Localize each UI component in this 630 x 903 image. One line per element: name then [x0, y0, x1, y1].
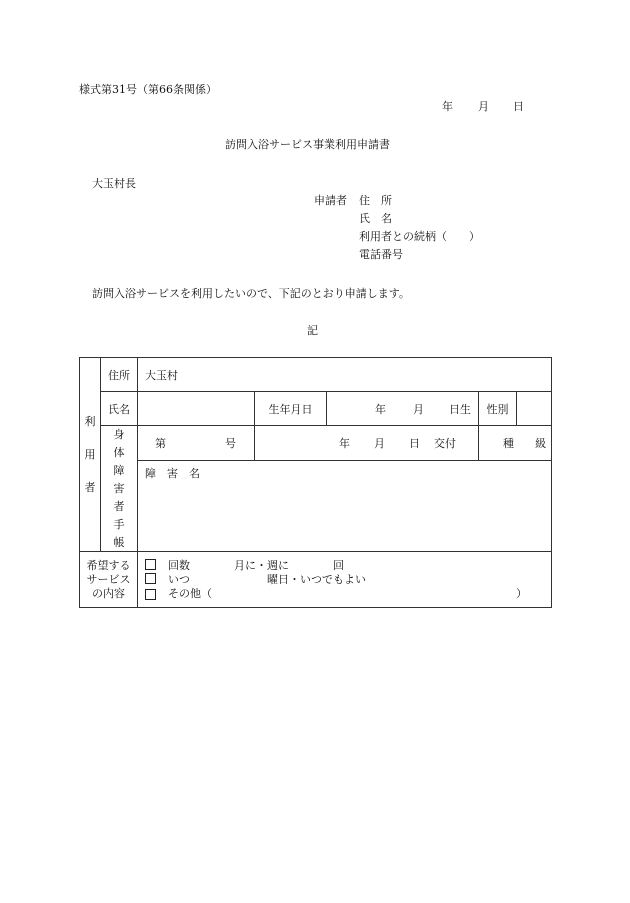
issue-day-label: 日: [409, 436, 420, 450]
issue-date-field: [255, 426, 479, 461]
disability-name-field: [138, 460, 552, 551]
name-value: [138, 392, 255, 426]
issue-month-label: 月: [374, 436, 385, 450]
applicant-label: 申請者: [314, 194, 347, 207]
applicant-address-label: 住 所: [359, 194, 392, 207]
birth-label: 生年月日: [255, 392, 327, 426]
form-number: 様式第31号（第66条関係）: [79, 83, 217, 96]
handbook-no-prefix: 第: [155, 436, 166, 450]
applicant-relation-label: 利用者との続柄（ ）: [359, 230, 480, 243]
name-label: 氏名: [101, 392, 138, 426]
address-label: 住所: [101, 358, 138, 392]
grade-field: [479, 426, 552, 461]
ki-heading: 記: [307, 324, 318, 337]
document-title: 訪問入浴サービス事業利用申請書: [225, 138, 390, 151]
handbook-label: 身 体 障 害 者 手 帳: [101, 426, 138, 552]
applicant-name-label: 氏 名: [359, 212, 392, 225]
applicant-phone-label: 電話番号: [359, 248, 403, 261]
option-other[interactable]: その他（ ）: [145, 587, 551, 601]
date-month-label: 月: [478, 100, 489, 113]
option-frequency[interactable]: 回数 月に・週に 回: [145, 559, 551, 573]
checkbox-frequency[interactable]: [145, 559, 156, 570]
sex-value: [517, 392, 552, 426]
handbook-number-field: [138, 426, 255, 461]
birth-day-label: 日生: [449, 402, 471, 416]
sex-label: 性別: [479, 392, 517, 426]
request-statement: 訪問入浴サービスを利用したいので、下記のとおり申請します。: [92, 287, 410, 300]
date-day-label: 日: [513, 100, 524, 113]
desired-service-options: [138, 552, 552, 608]
birth-month-label: 月: [413, 402, 424, 416]
checkbox-when[interactable]: [145, 573, 156, 584]
grade-level-label: 級: [535, 436, 547, 450]
application-table: [79, 357, 552, 608]
checkbox-other[interactable]: [145, 589, 156, 600]
issue-year-label: 年: [339, 436, 350, 450]
user-section-label: 利 用 者: [80, 358, 101, 552]
handbook-no-suffix: 号: [225, 436, 236, 450]
birth-date-field: [327, 392, 479, 426]
grade-kind-label: 種: [503, 436, 514, 450]
issue-label: 交付: [434, 436, 456, 450]
addressee: 大玉村長: [92, 177, 136, 190]
desired-service-label: 希望する サービス の内容: [80, 552, 138, 608]
address-value: 大玉村: [138, 358, 552, 392]
disability-name-label: 障 害 名: [145, 466, 200, 480]
date-year-label: 年: [442, 100, 453, 113]
option-when[interactable]: いつ 曜日・いつでもよい: [145, 573, 551, 587]
birth-year-label: 年: [375, 402, 386, 416]
